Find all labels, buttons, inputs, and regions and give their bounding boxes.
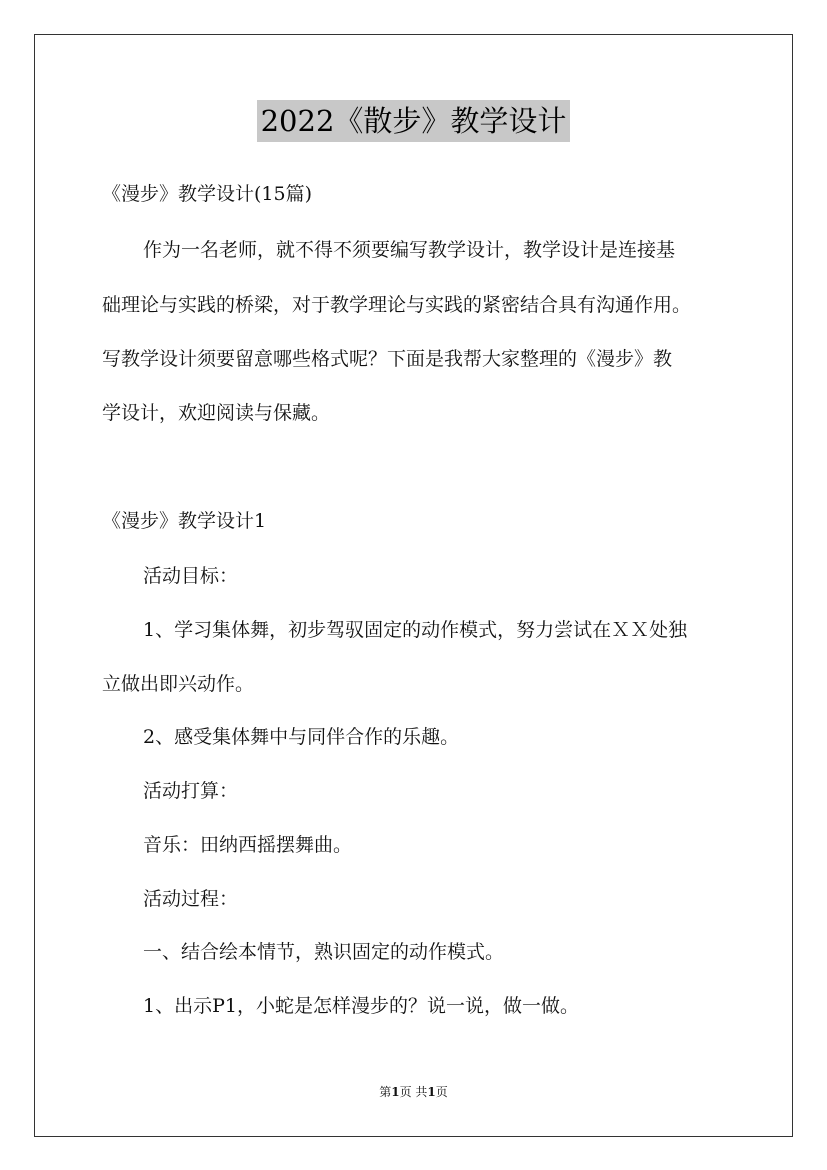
- intro-line-1: 作为一名老师，就不得不须要编写教学设计，教学设计是连接基: [143, 239, 676, 261]
- footer-total-pages: 1: [427, 1085, 436, 1099]
- document-title: 2022《散步》教学设计: [257, 100, 571, 142]
- intro-line-2: 础理论与实践的桥梁，对于教学理论与实践的紧密结合具有沟通作用。: [102, 294, 692, 316]
- footer-mid: 页 共: [399, 1085, 428, 1099]
- process-label: 活动过程：: [143, 888, 239, 910]
- page-footer: [0, 1084, 827, 1100]
- section-heading: 《漫步》教学设计1: [102, 510, 267, 532]
- goal-2: 2、感受集体舞中与同伴合作的乐趣。: [143, 726, 460, 748]
- goal-1-line-2: 立做出即兴动作。: [102, 673, 255, 695]
- music-line: 音乐：田纳西摇摆舞曲。: [143, 834, 353, 856]
- preparation-label: 活动打算：: [143, 780, 239, 802]
- intro-line-3: 写教学设计须要留意哪些格式呢？下面是我帮大家整理的《漫步》教: [102, 348, 673, 370]
- intro-line-4: 学设计，欢迎阅读与保藏。: [102, 402, 331, 424]
- footer-page-number: 1: [391, 1085, 400, 1099]
- document-subtitle: 《漫步》教学设计(15篇): [102, 183, 313, 205]
- step-1-1: 1、出示P1，小蛇是怎样漫步的？说一说，做一做。: [143, 995, 579, 1017]
- title-container: [0, 100, 827, 142]
- footer-suffix: 页: [435, 1085, 448, 1099]
- step-1: 一、结合绘本情节，熟识固定的动作模式。: [143, 941, 505, 963]
- goal-label: 活动目标：: [143, 565, 239, 587]
- footer-prefix: 第: [379, 1085, 392, 1099]
- goal-1-line-1: 1、学习集体舞，初步驾驭固定的动作模式，努力尝试在ＸＸ处独: [143, 619, 688, 641]
